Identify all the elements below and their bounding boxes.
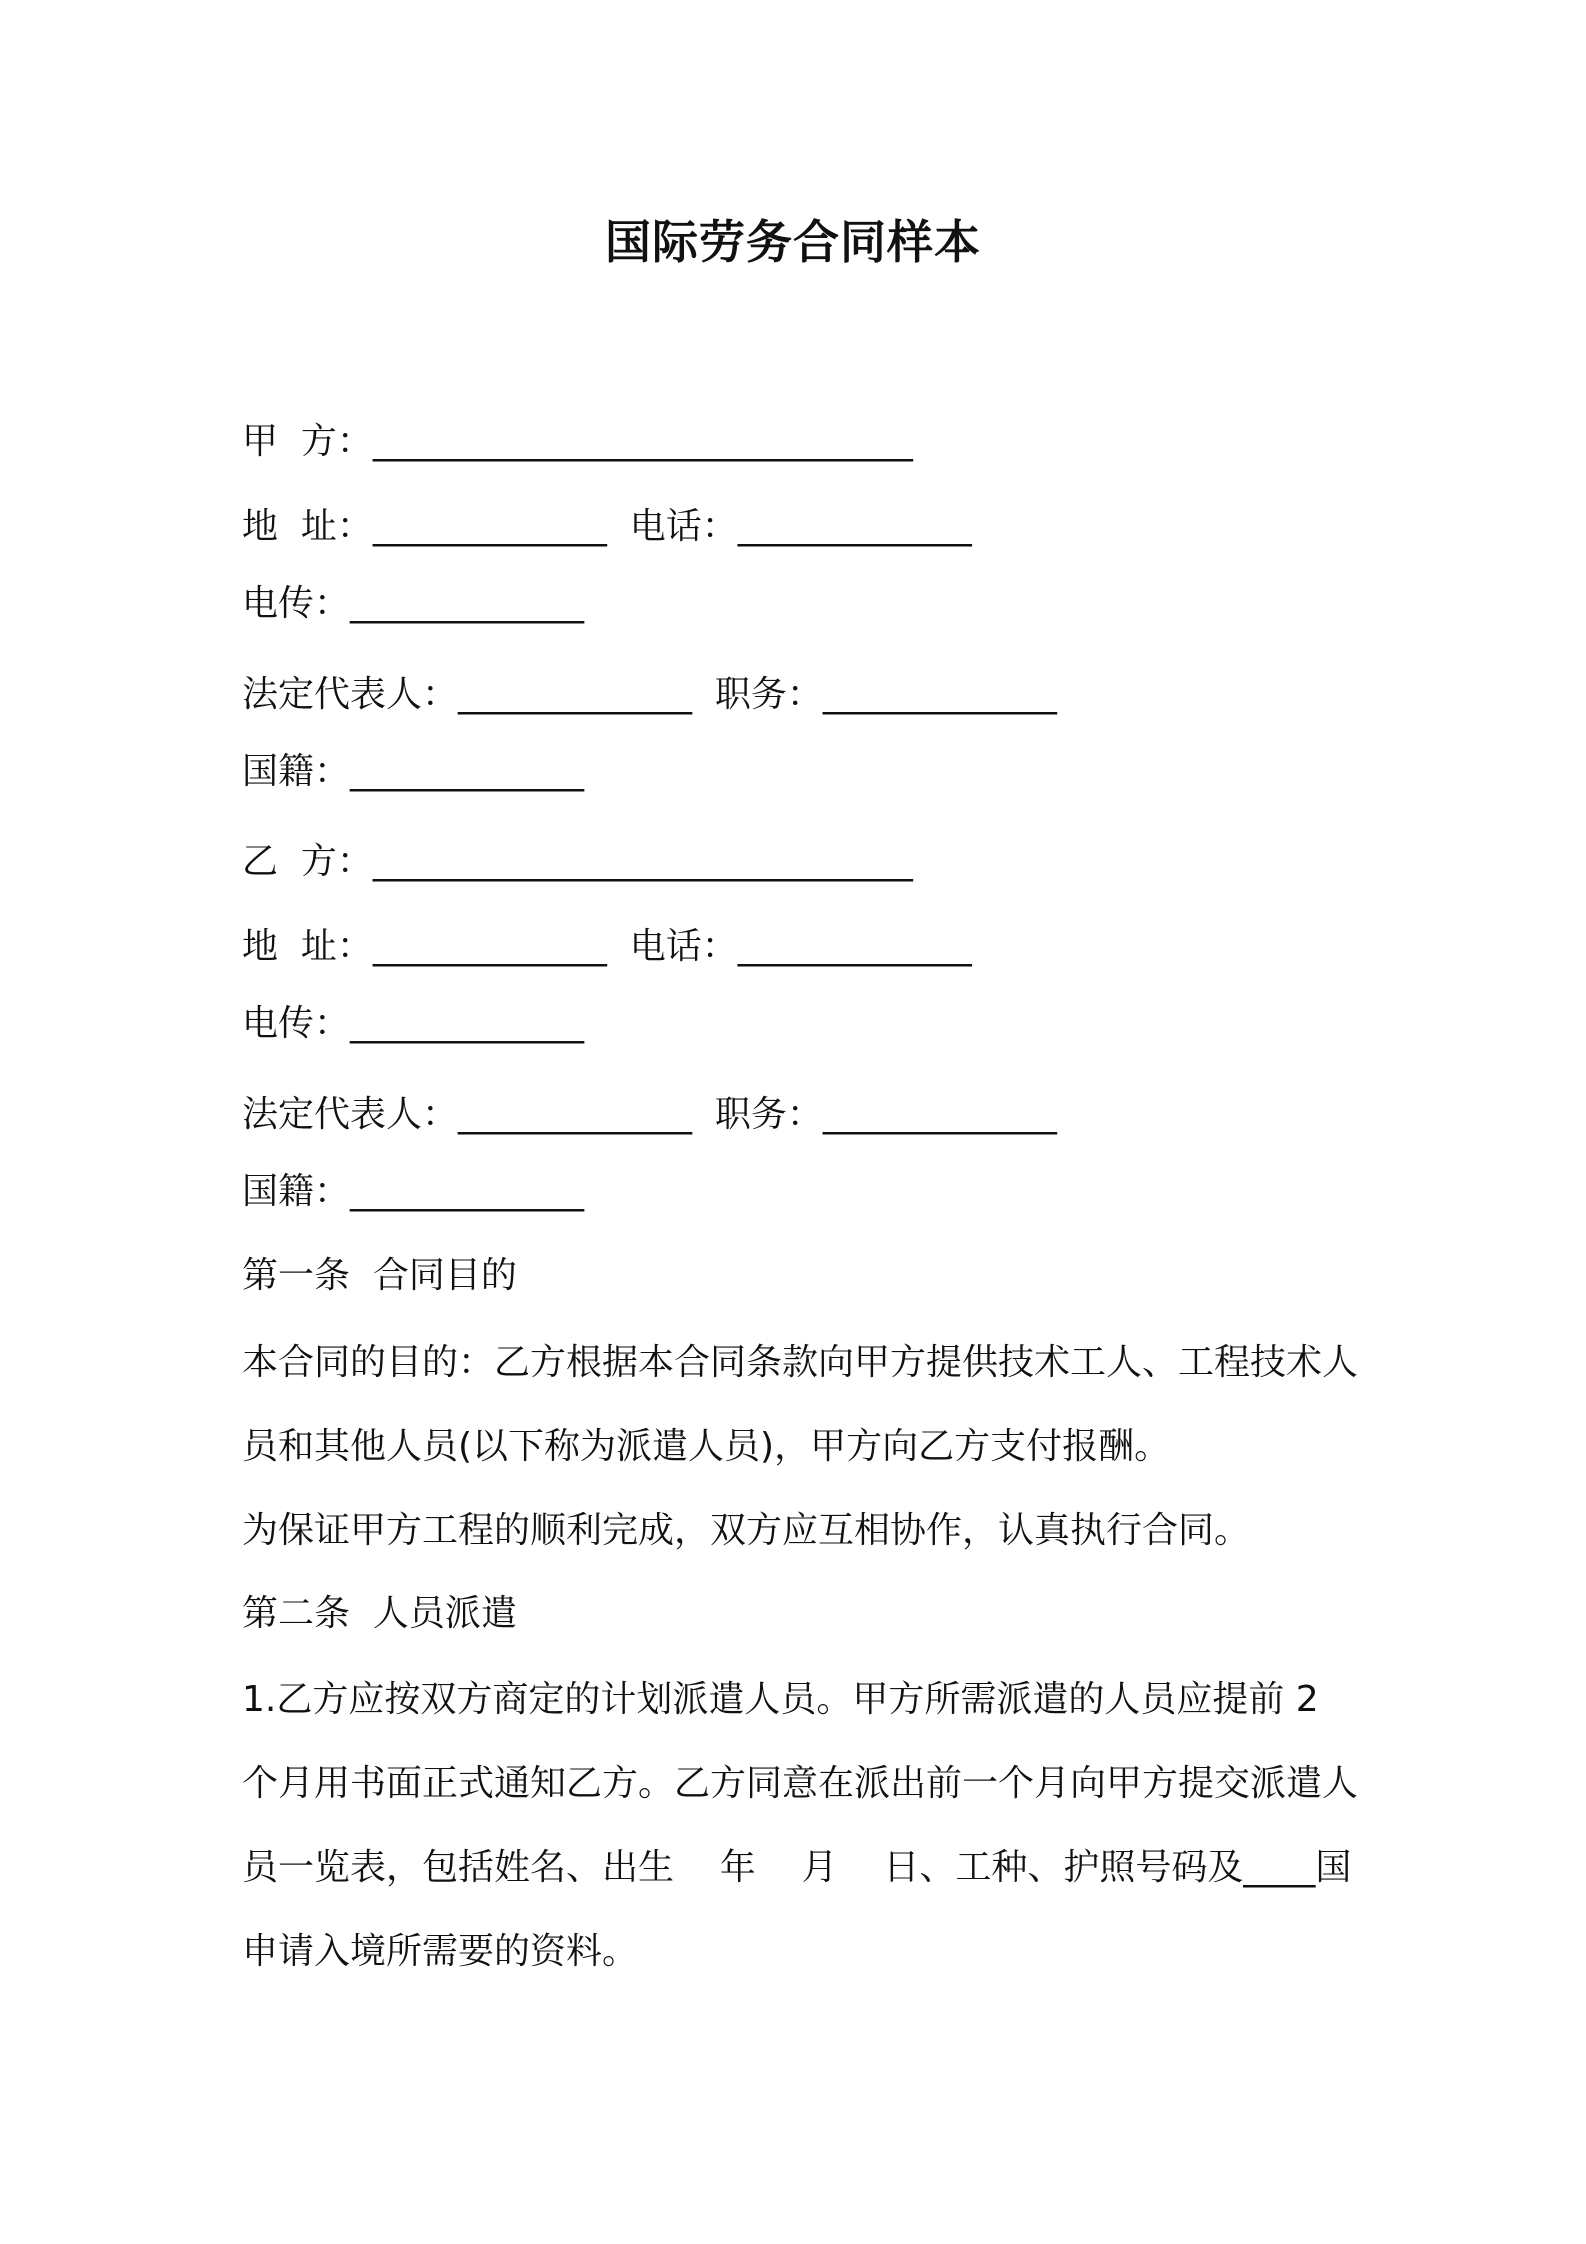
article1-paragraph-2: 为保证甲方工程的顺利完成，双方应互相协作，认真执行合同。 — [242, 1510, 1251, 1551]
article2-heading: 第二条 人员派遣 — [242, 1593, 517, 1634]
party-b-address-phone-line: 地 址：_____________ 电话：_____________ — [242, 926, 972, 967]
party-b-name-line: 乙 方：______________________________ — [242, 841, 913, 882]
article1-paragraph-1: 本合同的目的：乙方根据本合同条款向甲方提供技术工人、工程技术人员和其他人员(以下称为派遣人员)，甲方向乙方支付报酬。 — [242, 1342, 1359, 1467]
party-a-legal-rep-line: 法定代表人：_____________ 职务：_____________ — [242, 674, 1057, 715]
party-a-nationality-line: 国籍：_____________ — [242, 751, 585, 792]
party-b-fax-line: 电传：_____________ — [242, 1003, 585, 1044]
party-a-fax-line: 电传：_____________ — [242, 583, 585, 624]
article2-paragraph-1: 1.乙方应按双方商定的计划派遣人员。甲方所需派遣的人员应提前 2 个月用书面正式通知乙方。乙方同意在派出前一个月向甲方提交派遣人员一览表，包括姓名、出生 年 月 日、工种、护照号码及____国申请入境所需要的资料。 — [242, 1679, 1359, 1972]
party-a-address-phone-line: 地 址：_____________ 电话：_____________ — [242, 506, 972, 547]
party-b-nationality-line: 国籍：_____________ — [242, 1171, 585, 1212]
article1-heading: 第一条 合同目的 — [242, 1255, 517, 1296]
party-a-name-line: 甲 方：______________________________ — [242, 421, 913, 462]
document-title: 国际劳务合同样本 — [605, 215, 981, 269]
party-b-legal-rep-line: 法定代表人：_____________ 职务：_____________ — [242, 1094, 1057, 1135]
